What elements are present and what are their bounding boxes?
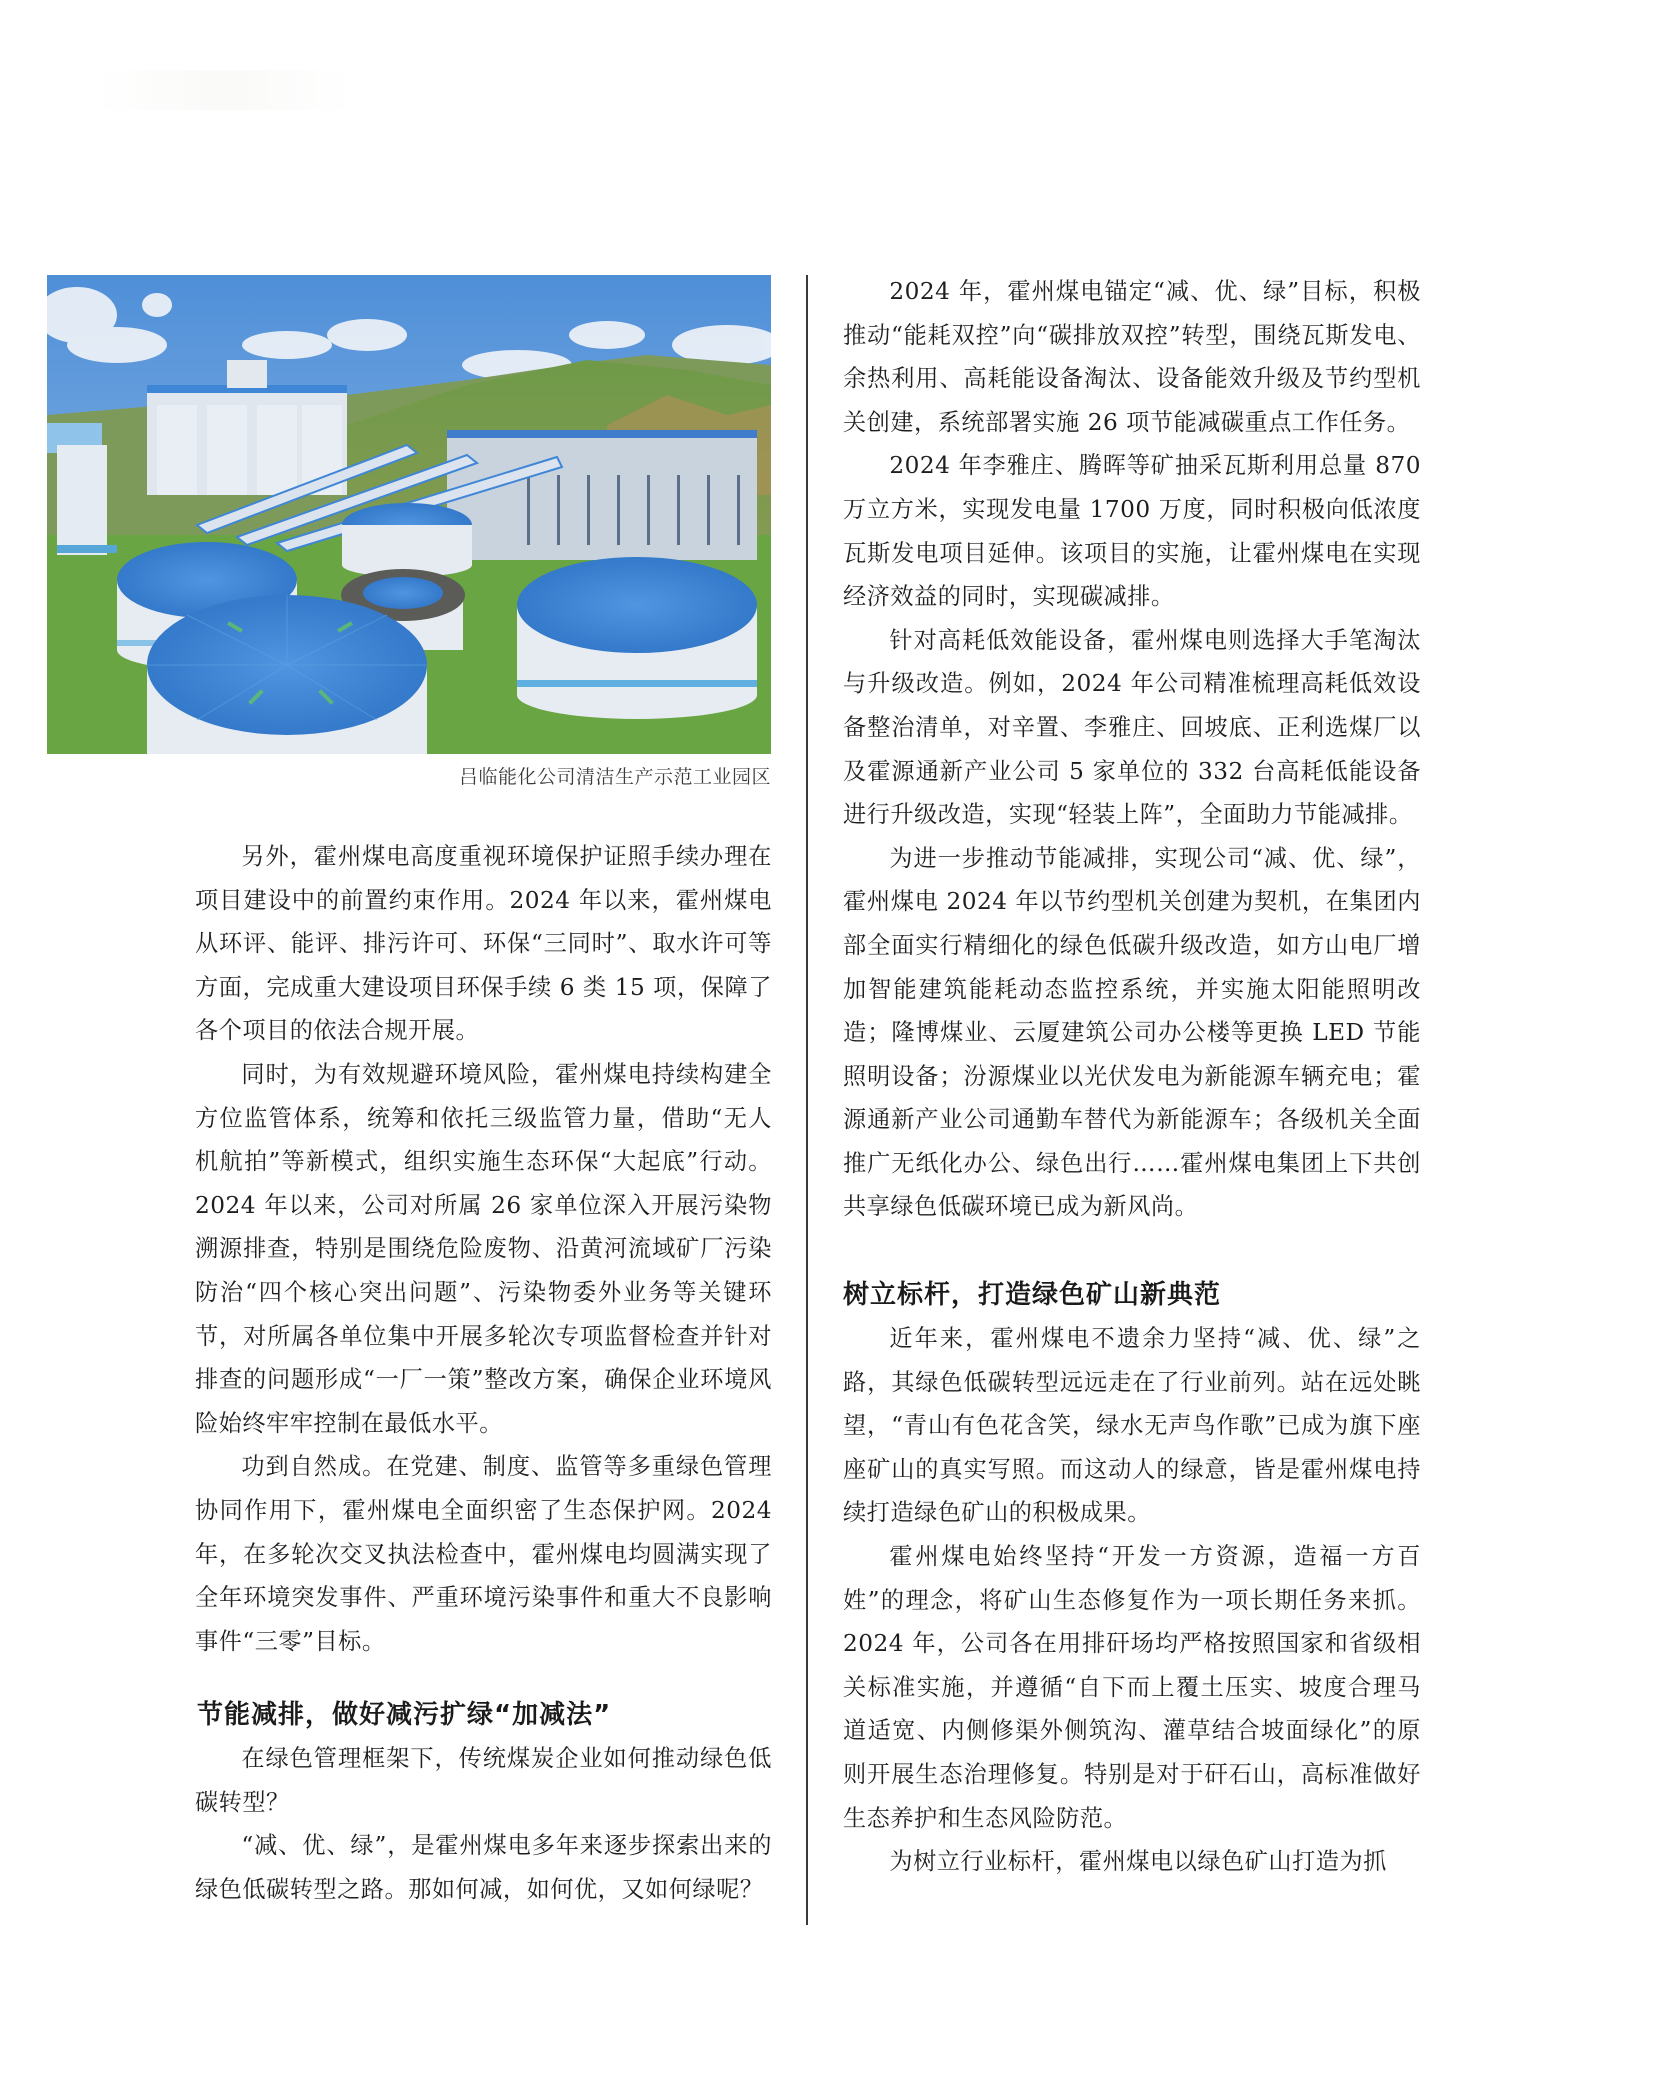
paragraph: 为进一步推动节能减排，实现公司“减、优、绿”，霍州煤电 2024 年以节约型机关创建为契机，在集团内部全面实行精细化的绿色低碳升级改造，如方山电厂增加智能建筑能耗动态监控系统，并实施太阳能照明改造；隆博煤业、云厦建筑公司办公楼等更换 LED 节能照明设备；汾源煤业以光伏发电为新能源车辆充电；霍源通新产业公司通勤车替代为新能源车；各级机关全面推广无纸化办公、绿色出行……霍州煤电集团上下共创共享绿色低碳环境已成为新风尚。: [843, 844, 1421, 1221]
paragraph: 2024 年，霍州煤电锚定“减、优、绿”目标，积极推动“能耗双控”向“碳排放双控”转型，围绕瓦斯发电、余热利用、高耗能设备淘汰、设备能效升级及节约型机关创建，系统部署实施 26 项节能减碳重点工作任务。: [843, 278, 1421, 436]
paragraph: 同时，为有效规避环境风险，霍州煤电持续构建全方位监管体系，统筹和依托三级监管力量，借助“无人机航拍”等新模式，组织实施生态环保“大起底”行动。2024 年以来，公司对所属 26 家单位深入开展污染物溯源排查，特别是围绕危险废物、沿黄河流域矿厂污染防治“四个核心突出问题”、污染物委外业务等关键环节，对所属各单位集中开展多轮次专项监督检查并针对排查的问题形成“一厂一策”整改方案，确保企业环境风险始终牢牢控制在最低水平。: [195, 1060, 772, 1437]
paragraph: 近年来，霍州煤电不遗余力坚持“减、优、绿”之路，其绿色低碳转型远远走在了行业前列。站在远处眺望，“青山有色花含笑，绿水无声鸟作歌”已成为旗下座座矿山的真实写照。而这动人的绿意，皆是霍州煤电持续打造绿色矿山的积极成果。: [843, 1325, 1421, 1527]
section-heading-energy-saving: 节能减排，做好减污扩绿“加减法”: [197, 1700, 612, 1731]
faint-watermark: [95, 70, 355, 110]
paragraph: “减、优、绿”，是霍州煤电多年来逐步探索出来的绿色低碳转型之路。那如何减，如何优，又如何绿呢？: [195, 1832, 772, 1904]
left-column: [197, 835, 772, 1912]
photo-caption: 吕临能化公司清洁生产示范工业园区: [458, 766, 771, 788]
paragraph: 另外，霍州煤电高度重视环境保护证照手续办理在项目建设中的前置约束作用。2024 年以来，霍州煤电从环评、能评、排污许可、环保“三同时”、取水许可等方面，完成重大建设项目环保手续 6 类 15 项，保障了各个项目的依法合规开展。: [195, 843, 772, 1045]
right-column: [843, 270, 1421, 1884]
column-divider: [806, 275, 808, 1925]
industrial-park-photo: [47, 275, 771, 754]
paragraph: 在绿色管理框架下，传统煤炭企业如何推动绿色低碳转型？: [195, 1745, 772, 1816]
industrial-park-illustration: [47, 275, 771, 754]
section-heading-green-mine: 树立标杆，打造绿色矿山新典范: [843, 1280, 1222, 1311]
paragraph: 针对高耗低效能设备，霍州煤电则选择大手笔淘汰与升级改造。例如，2024 年公司精准梳理高耗低效设备整治清单，对辛置、李雅庄、回坡底、正利选煤厂以及霍源通新产业公司 5 家单位的 332 台高耗低能设备进行升级改造，实现“轻装上阵”，全面助力节能减排。: [843, 626, 1421, 829]
paragraph: 霍州煤电始终坚持“开发一方资源，造福一方百姓”的理念，将矿山生态修复作为一项长期任务来抓。2024 年，公司各在用排矸场均严格按照国家和省级相关标准实施，并遵循“自下而上覆土压实、坡度合理马道适宽、内侧修渠外侧筑沟、灌草结合坡面绿化”的原则开展生态治理修复。特别是对于矸石山，高标准做好生态养护和生态风险防范。: [843, 1543, 1421, 1832]
paragraph: 2024 年李雅庄、腾晖等矿抽采瓦斯利用总量 870 万立方米，实现发电量 1700 万度，同时积极向低浓度瓦斯发电项目延伸。该项目的实施，让霍州煤电在实现经济效益的同时，实现碳减排。: [843, 452, 1421, 611]
paragraph: 为树立行业标杆，霍州煤电以绿色矿山打造为抓: [889, 1848, 1387, 1876]
paragraph: 功到自然成。在党建、制度、监管等多重绿色管理协同作用下，霍州煤电全面织密了生态保护网。2024 年，在多轮次交叉执法检查中，霍州煤电均圆满实现了全年环境突发事件、严重环境污染事件和重大不良影响事件“三零”目标。: [195, 1453, 772, 1655]
